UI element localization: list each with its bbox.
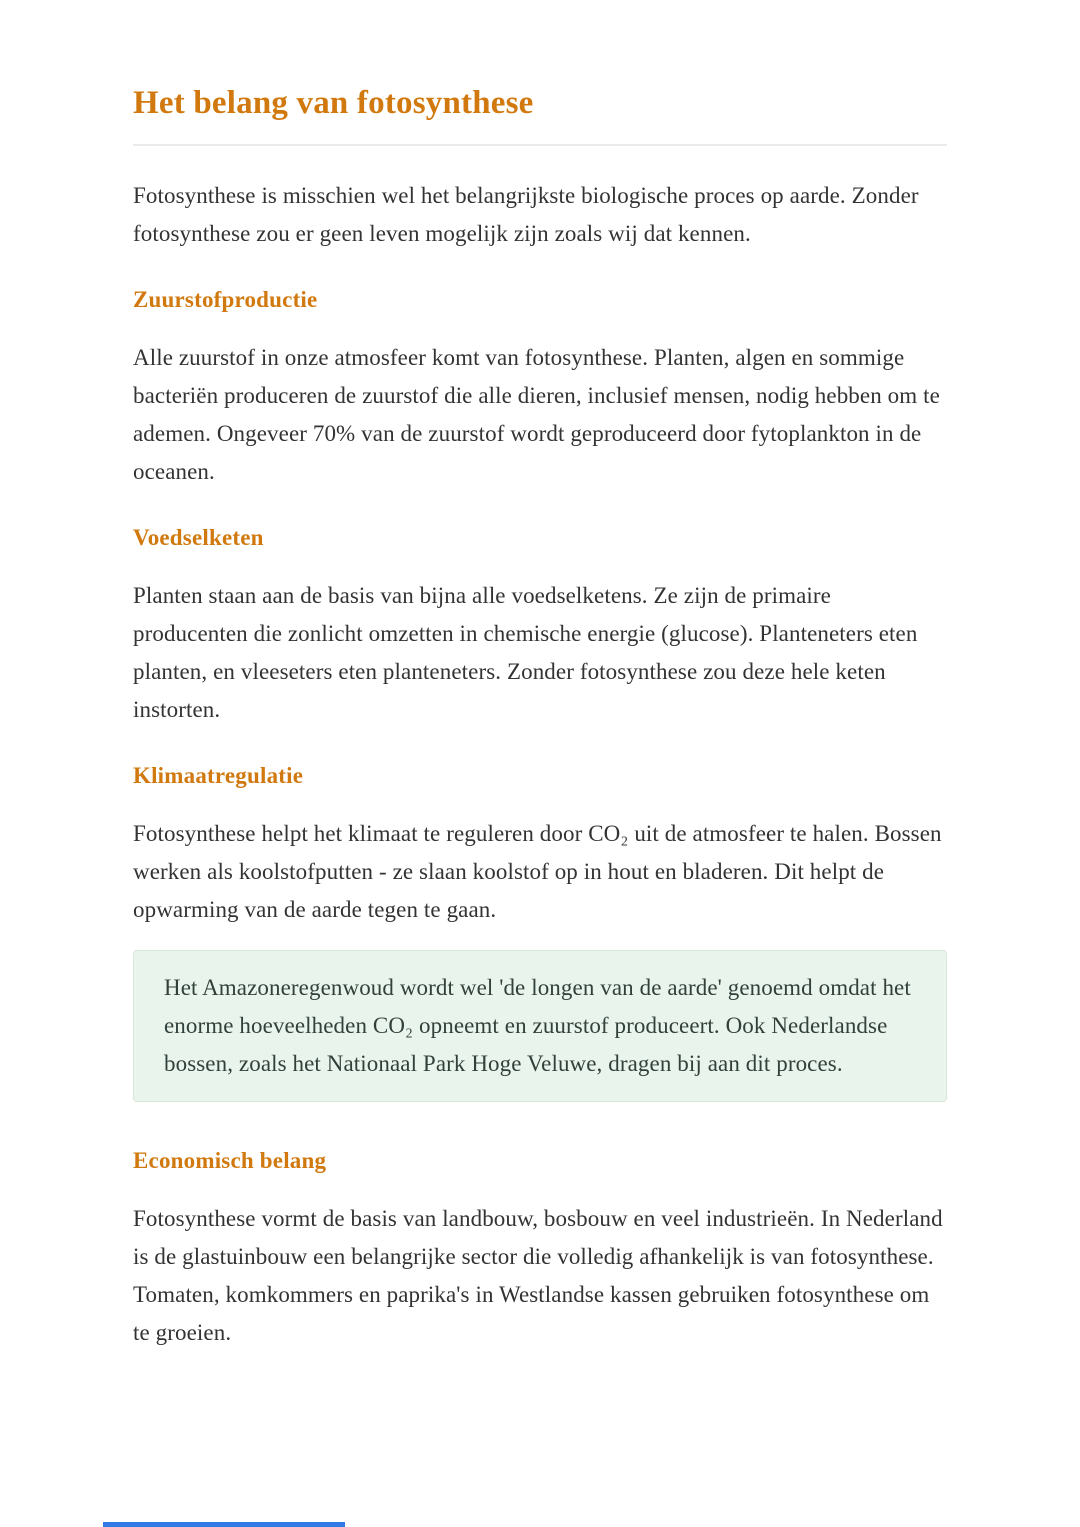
bottom-cutoff-element[interactable] [103,1522,345,1527]
section-paragraph-klimaatregulatie: Fotosynthese helpt het klimaat te reguleren door CO₂ uit de atmosfeer te halen. Bossen werken als koolstofputten - ze slaan koolstof op in hout en bladeren. Dit helpt de opwarming van de aarde tegen te gaan. [133,821,942,922]
section-heading-voedselketen: Voedselketen [133,525,264,550]
document-content [133,0,947,1352]
section-paragraph-zuurstofproductie: Alle zuurstof in onze atmosfeer komt van fotosynthese. Planten, algen en sommige bacteriën produceren de zuurstof die alle dieren, inclusief mensen, nodig hebben om te ademen. Ongeveer 70% van de zuurstof wordt geproduceerd door fytoplankton in de oceanen. [133,345,940,484]
page-title: Het belang van fotosynthese [133,85,534,121]
section-heading-zuurstofproductie: Zuurstofproductie [133,287,318,312]
section-heading-klimaatregulatie: Klimaatregulatie [133,763,304,788]
intro-paragraph: Fotosynthese is misschien wel het belangrijkste biologische proces op aarde. Zonder fotosynthese zou er geen leven mogelijk zijn zoals wij dat kennen. [133,183,919,246]
callout-text: Het Amazoneregenwoud wordt wel 'de longen van de aarde' genoemd omdat het enorme hoeveelheden CO₂ opneemt en zuurstof produceert. Ook Nederlandse bossen, zoals het Nationaal Park Hoge Veluwe, dragen bij aan dit proces. [164,975,911,1076]
section-heading-economisch-belang: Economisch belang [133,1148,327,1173]
callout-box [133,950,947,1102]
section-paragraph-economisch-belang: Fotosynthese vormt de basis van landbouw, bosbouw en veel industrieën. In Nederland is de glastuinbouw een belangrijke sector die volledig afhankelijk is van fotosynthese. Tomaten, komkommers en paprika's in Westlandse kassen gebruiken fotosynthese om te groeien. [133,1206,943,1345]
section-paragraph-voedselketen: Planten staan aan de basis van bijna alle voedselketens. Ze zijn de primaire producenten die zonlicht omzetten in chemische energie (glucose). Planteneters eten planten, en vleeseters eten planteneters. Zonder fotosynthese zou deze hele keten instorten. [133,583,918,722]
title-divider [133,144,947,146]
